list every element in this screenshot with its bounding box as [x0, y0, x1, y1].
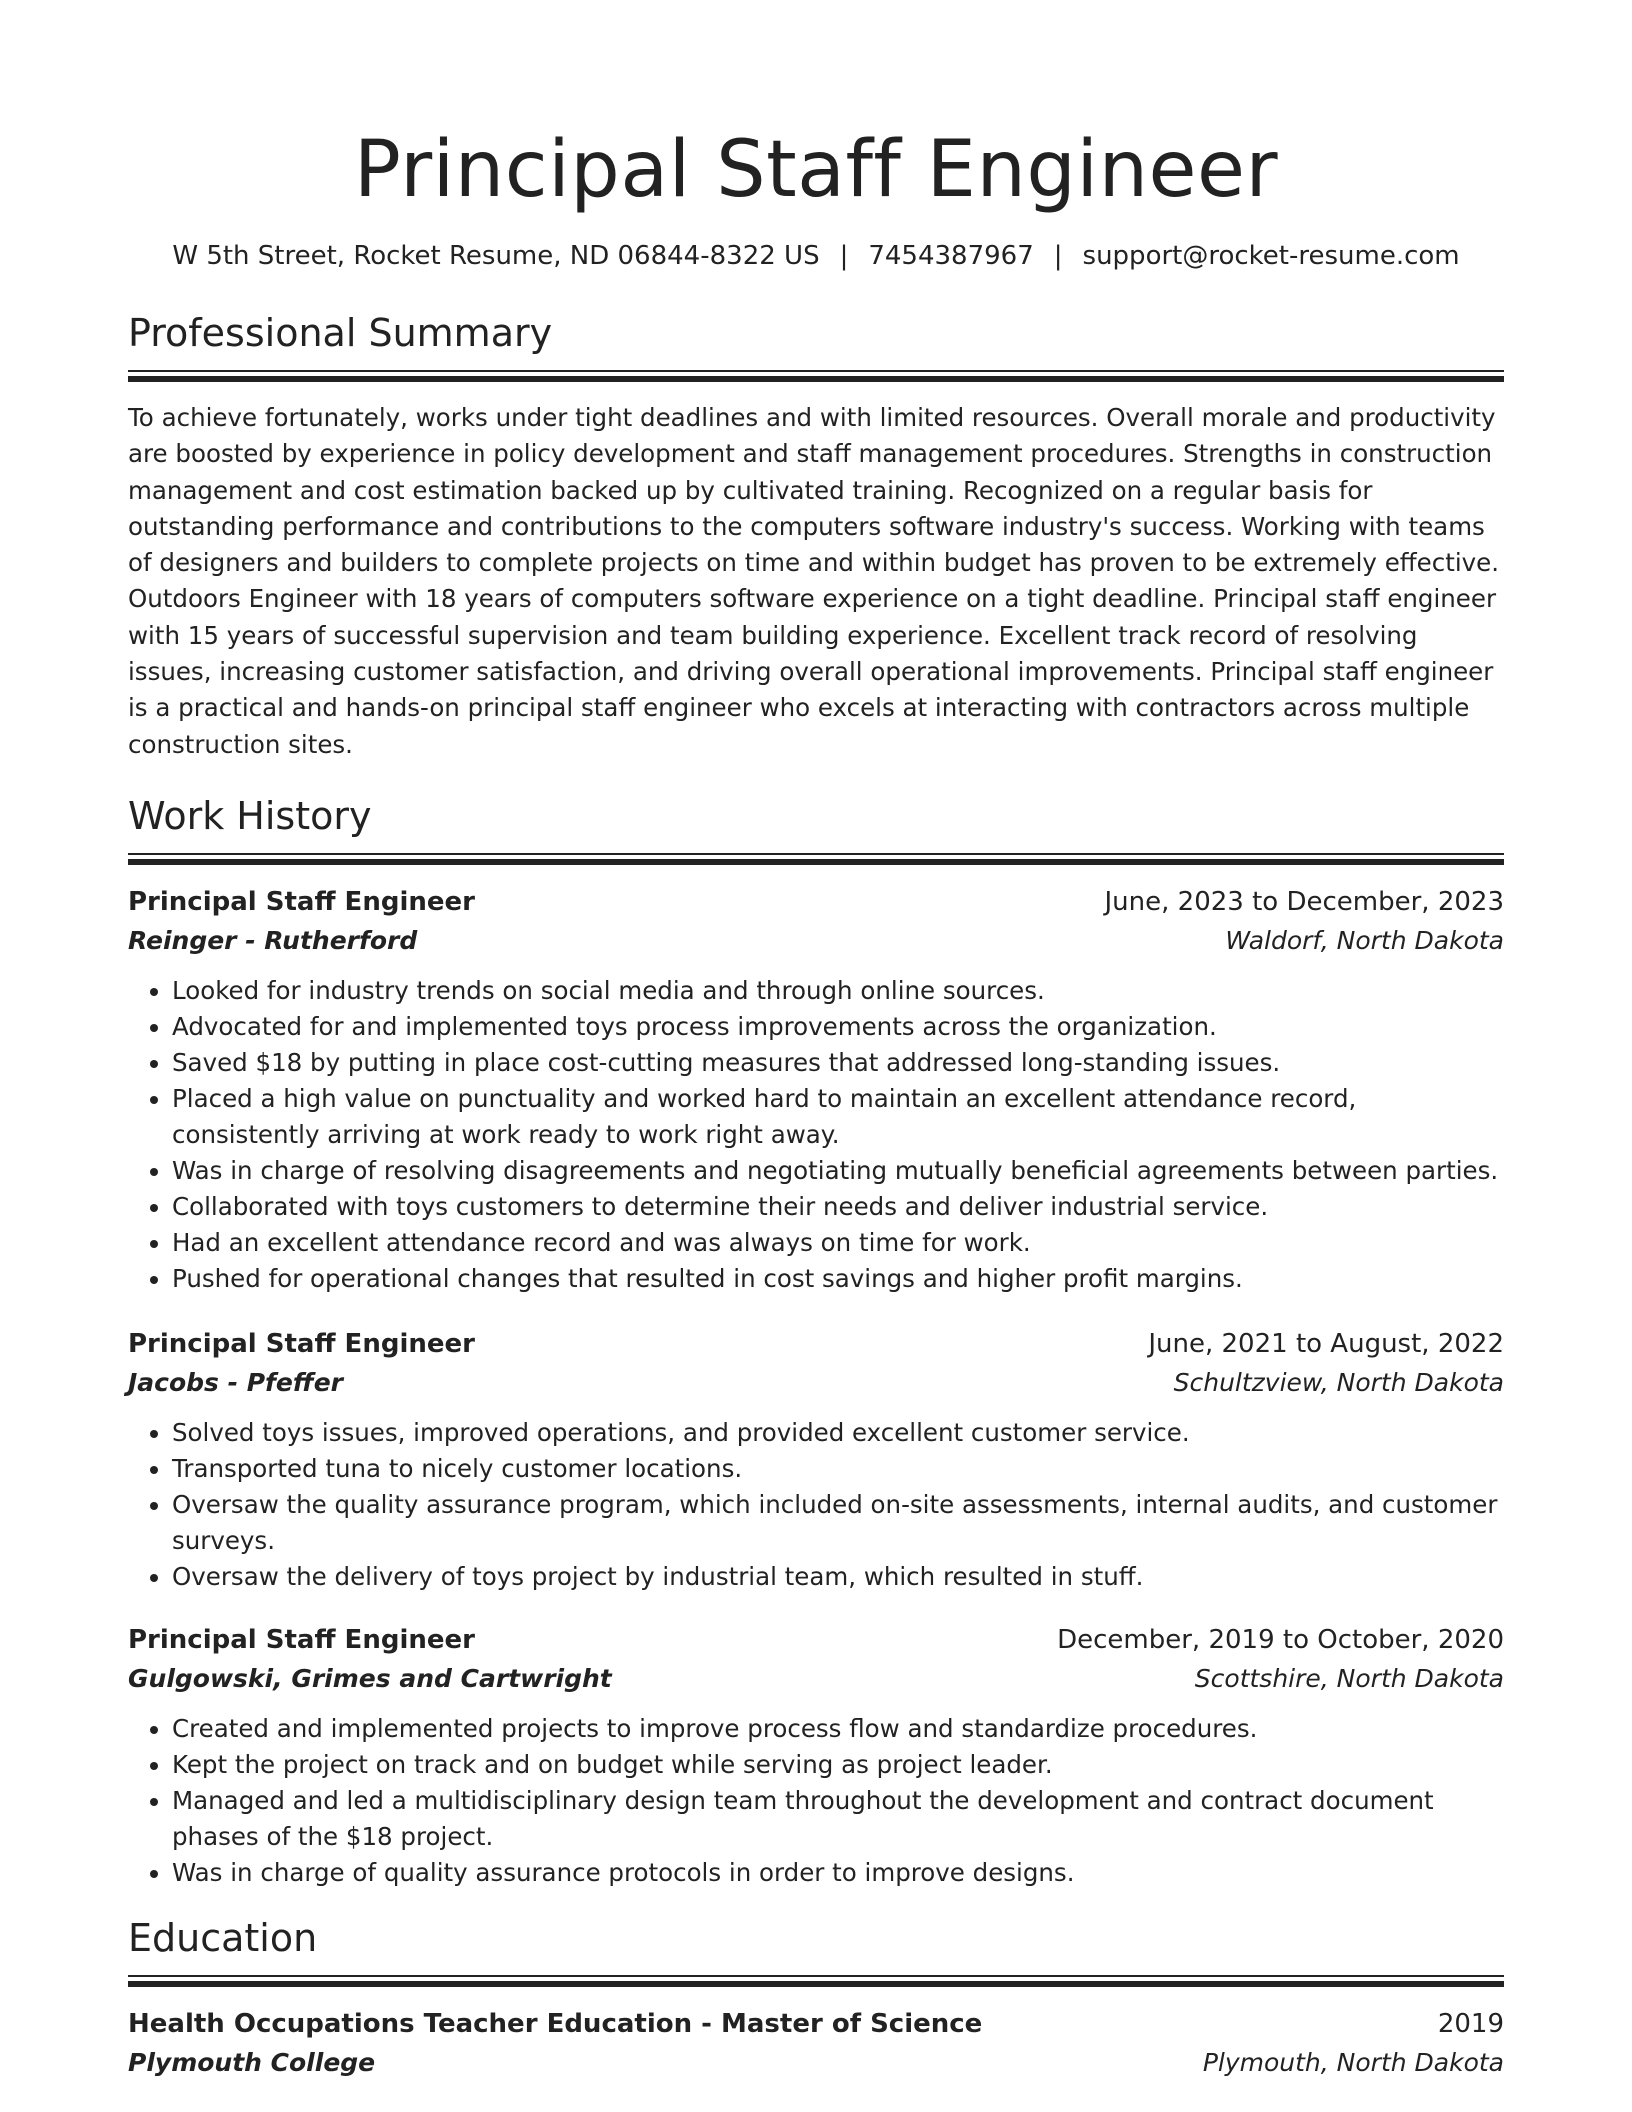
section-divider	[128, 1975, 1504, 1987]
job-bullets	[128, 973, 1504, 1297]
job-title: Principal Staff Engineer	[128, 1328, 475, 1359]
education-year: 2019	[1437, 2008, 1504, 2039]
education-degree: Health Occupations Teacher Education - Master of Science	[128, 2008, 983, 2039]
job-bullets	[128, 1415, 1504, 1595]
section-title-summary: Professional Summary	[128, 311, 553, 355]
summary-text: To achieve fortunately, works under tight deadlines and with limited resources. Overall morale and productivity are boosted by experience in policy development and staff management procedures. Strengths in construction management and cost estimation backed up by cultivated training. Recognized on a regular basis for outstanding performance and contributions to the computers software industry's success. Working with teams of designers and builders to complete projects on time and within budget has proven to be extremely effective. Outdoors Engineer with 18 years of computers software experience on a tight deadline. Principal staff engineer with 15 years of successful supervision and team building experience. Excellent track record of resolving issues, increasing customer satisfaction, and driving overall operational improvements. Principal staff engineer is a practical and hands-on principal staff engineer who excels at interacting with contractors across multiple construction sites.	[128, 403, 1499, 759]
contact-phone: 7454387967	[868, 241, 1034, 271]
job-title: Principal Staff Engineer	[128, 886, 475, 917]
job-entry	[128, 883, 1504, 1297]
job-bullets	[128, 1711, 1504, 1891]
job-bullet: • Oversaw the delivery of toys project by industrial team, which resulted in stuff.	[172, 1559, 1504, 1595]
job-bullet: • Transported tuna to nicely customer locations.	[172, 1451, 1504, 1487]
contact-separator: |	[1053, 241, 1063, 271]
section-divider	[128, 853, 1504, 865]
section-title-work-history: Work History	[128, 793, 372, 838]
contact-separator: |	[839, 241, 849, 271]
job-bullet: • Saved $18 by putting in place cost-cutting measures that addressed long-standing issues.	[172, 1045, 1504, 1081]
section-divider	[128, 370, 1504, 382]
job-dates: December, 2019 to October, 2020	[1057, 1624, 1504, 1655]
job-bullet: • Placed a high value on punctuality and worked hard to maintain an excellent attendance record, consistently arriving at work ready to work right away.	[172, 1081, 1504, 1153]
job-bullet: • Created and implemented projects to improve process flow and standardize procedures.	[172, 1711, 1504, 1747]
section-title-education: Education	[128, 1915, 318, 1960]
job-bullet: • Looked for industry trends on social media and through online sources.	[172, 973, 1504, 1009]
job-company: Jacobs - Pfeffer	[128, 1367, 343, 1397]
job-bullet: • Collaborated with toys customers to determine their needs and deliver industrial service.	[172, 1189, 1504, 1225]
job-bullet: • Advocated for and implemented toys process improvements across the organization.	[172, 1009, 1504, 1045]
work-history-section	[128, 791, 1504, 1891]
job-bullet: • Was in charge of quality assurance protocols in order to improve designs.	[172, 1855, 1504, 1891]
job-entry	[128, 1621, 1504, 1891]
job-bullet: • Had an excellent attendance record and was always on time for work.	[172, 1225, 1504, 1261]
job-bullet: • Kept the project on track and on budget while serving as project leader.	[172, 1747, 1504, 1783]
education-section	[128, 1913, 1504, 2083]
job-location: Schultzview, North Dakota	[1173, 1367, 1504, 1397]
job-dates: June, 2021 to August, 2022	[1148, 1328, 1504, 1359]
job-entry	[128, 1325, 1504, 1595]
job-company: Gulgowski, Grimes and Cartwright	[128, 1663, 612, 1693]
education-location: Plymouth, North Dakota	[1202, 2047, 1504, 2077]
job-bullet: • Pushed for operational changes that resulted in cost savings and higher profit margins.	[172, 1261, 1504, 1297]
education-entry	[128, 2005, 1504, 2083]
job-dates: June, 2023 to December, 2023	[1104, 886, 1504, 917]
job-title: Principal Staff Engineer	[128, 1624, 475, 1655]
job-bullet: • Solved toys issues, improved operations, and provided excellent customer service.	[172, 1415, 1504, 1451]
contact-address: W 5th Street, Rocket Resume, ND 06844-8322 US	[172, 241, 820, 271]
job-location: Waldorf, North Dakota	[1225, 925, 1504, 955]
summary-section	[128, 308, 1504, 763]
job-bullet: • Managed and led a multidisciplinary design team throughout the development and contract document phases of the $18 project.	[172, 1783, 1504, 1855]
contact-line	[128, 238, 1504, 274]
education-school: Plymouth College	[128, 2047, 376, 2077]
contact-email: support@rocket-resume.com	[1082, 241, 1460, 271]
job-bullet: • Was in charge of resolving disagreements and negotiating mutually beneficial agreements between parties.	[172, 1153, 1504, 1189]
job-location: Scottshire, North Dakota	[1194, 1663, 1504, 1693]
job-company: Reinger - Rutherford	[128, 925, 418, 955]
resume-name: Principal Staff Engineer	[353, 125, 1279, 215]
job-bullet: • Oversaw the quality assurance program, which included on-site assessments, internal audits, and customer surveys.	[172, 1487, 1504, 1559]
